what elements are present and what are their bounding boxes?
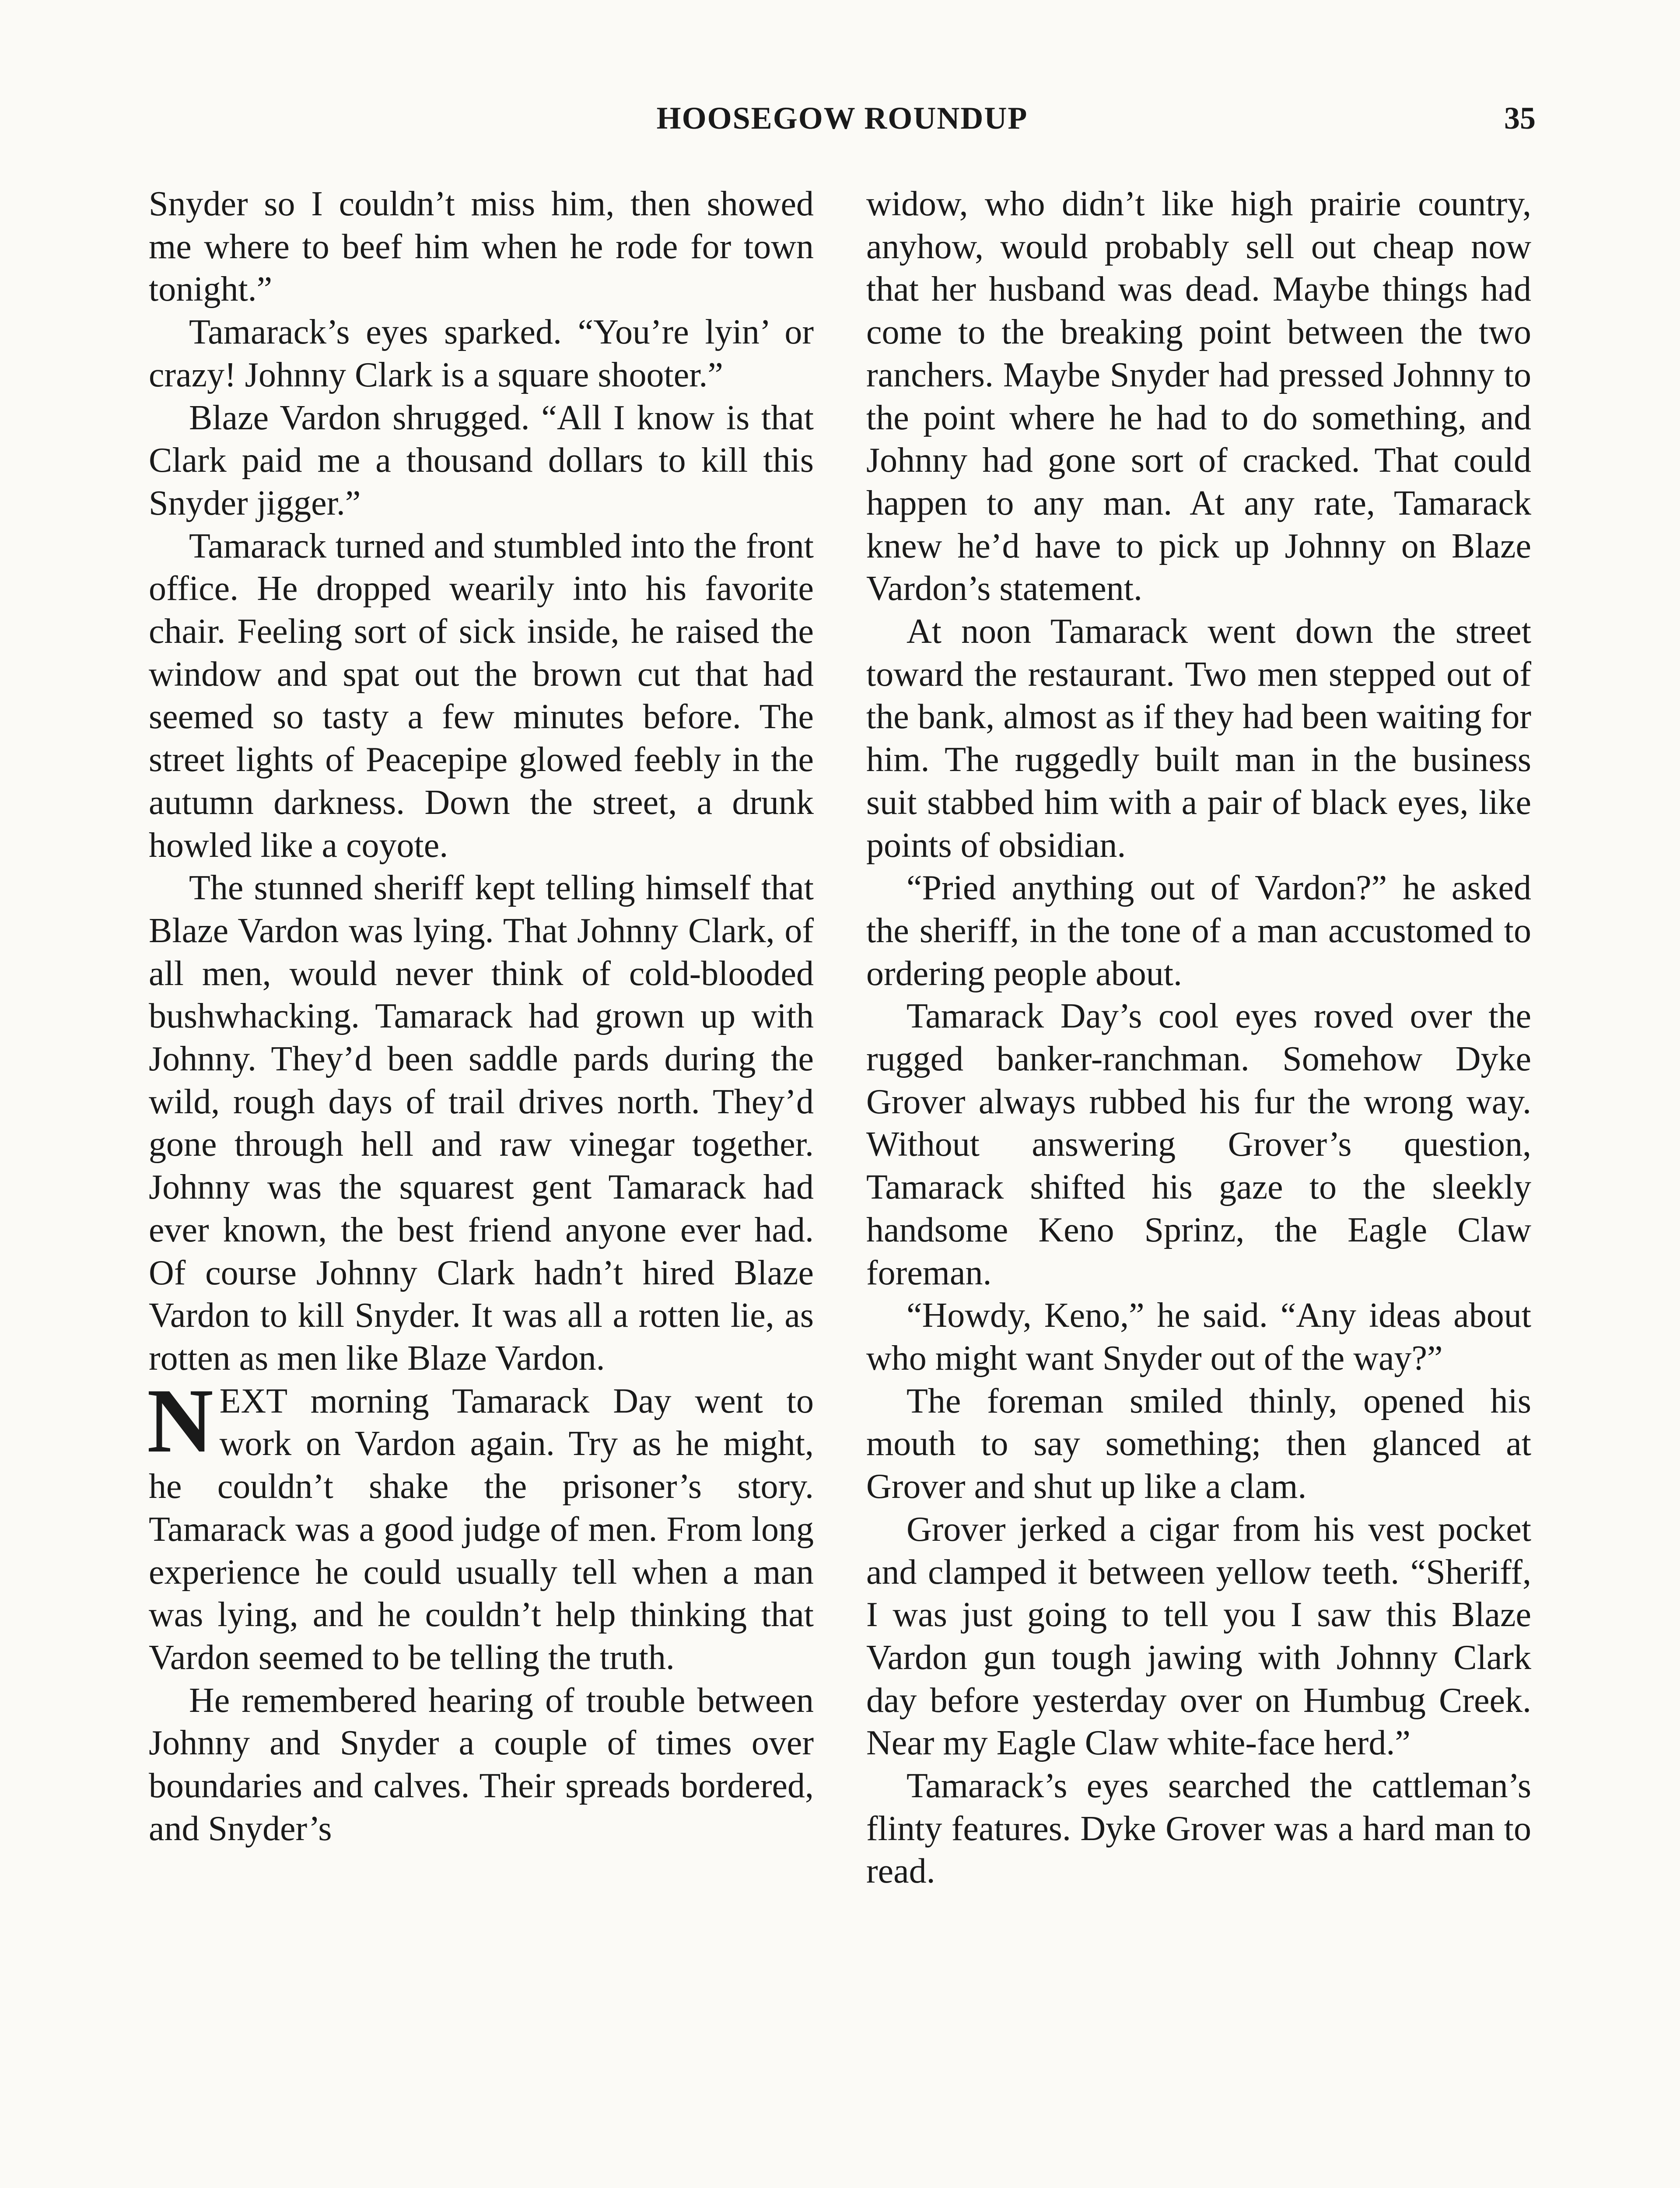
paragraph: At noon Tamarack went down the street toward the restaurant. Two men stepped out of the bank, almost as if they had been waiting for him. The ruggedly built man in the business suit stabbed him with a pair of black eyes, like points of obsidian. [866,612,1531,865]
running-title: HOOSEGOW ROUNDUP [656,101,1028,136]
paragraph: Tamarack turned and stumbled into the front office. He dropped wearily into his favorite chair. Feeling sort of sick inside, he raised the window and spat out the brown cut that had seemed so tasty a few minutes before. The street lights of Peacepipe glowed feebly in the autumn darkness. Down the street, a drunk howled like a coyote. [149,526,814,865]
paragraph: widow, who didn’t like high prairie country, anyhow, would probably sell out cheap now that her husband was dead. Maybe things had come to the breaking point between the two ranchers. Maybe Snyder had pressed Johnny to the point where he had to do something, and Johnny had gone sort of cracked. That could happen to any man. At any rate, Tamarack knew he’d have to pick up Johnny on Blaze Vardon’s statement. [866,185,1531,608]
paragraph: The foreman smiled thinly, opened his mouth to say something; then glanced at Grover and shut up like a clam. [866,1382,1531,1506]
drop-cap: N [147,1370,214,1472]
paragraph: Tamarack’s eyes searched the cattleman’s flinty features. Dyke Grover was a hard man to read. [866,1767,1531,1891]
section-opening-paragraph [147,1370,814,1680]
paragraph: Grover jerked a cigar from his vest pocket and clamped it between yellow teeth. “Sheriff, I was just going to tell you I saw this Blaze Vardon gun tough jawing with Johnny Clark day before yesterday over on Humbug Creek. Near my Eagle Claw white-face herd.” [866,1510,1531,1763]
page-number: 35 [1504,101,1536,136]
paragraph: “Howdy, Keno,” he said. “Any ideas about who might want Snyder out of the way?” [866,1296,1531,1378]
paragraph: He remembered hearing of trouble between Johnny and Snyder a couple of times over boundaries and calves. Their spreads bordered, and Snyder’s [149,1681,814,1848]
paragraph: The stunned sheriff kept telling himself that Blaze Vardon was lying. That Johnny Clark, of all men, would never think of cold-blooded bushwhacking. Tamarack had grown up with Johnny. They’d been saddle pards during the wild, rough days of trail drives north. They’d gone through hell and raw vinegar together. Johnny was the squarest gent Tamarack had ever known, the best friend anyone ever had. Of course Johnny Clark hadn’t hired Blaze Vardon to kill Snyder. It was all a rotten lie, as rotten as men like Blaze Vardon. [149,869,814,1378]
right-column [866,183,1531,1893]
paragraph: Tamarack Day’s cool eyes roved over the rugged banker-ranchman. Somehow Dyke Grover always rubbed his fur the wrong way. Without answering Grover’s question, Tamarack shifted his gaze to the sleekly handsome Keno Sprinz, the Eagle Claw foreman. [866,997,1531,1292]
paragraph: Snyder so I couldn’t miss him, then showed me where to beef him when he rode for town tonight.” [149,185,814,309]
paragraph: Blaze Vardon shrugged. “All I know is that Clark paid me a thousand dollars to kill this Snyder jigger.” [149,398,814,522]
lead-word: EXT [219,1382,287,1420]
left-column [149,183,814,1850]
paragraph: “Pried anything out of Vardon?” he asked the sheriff, in the tone of a man accustomed to ordering people about. [866,869,1531,993]
running-head [149,94,1536,142]
paragraph-text: morning Tamarack Day went to work on Vardon again. Try as he might, he couldn’t shake the prisoner’s story. Tamarack was a good judge of men. From long experience he could usually tell when a man was lying, and he couldn’t help thinking that Vardon seemed to be telling the truth. [149,1382,814,1677]
paragraph: Tamarack’s eyes sparked. “You’re lyin’ or crazy! Johnny Clark is a square shooter.” [149,313,814,394]
